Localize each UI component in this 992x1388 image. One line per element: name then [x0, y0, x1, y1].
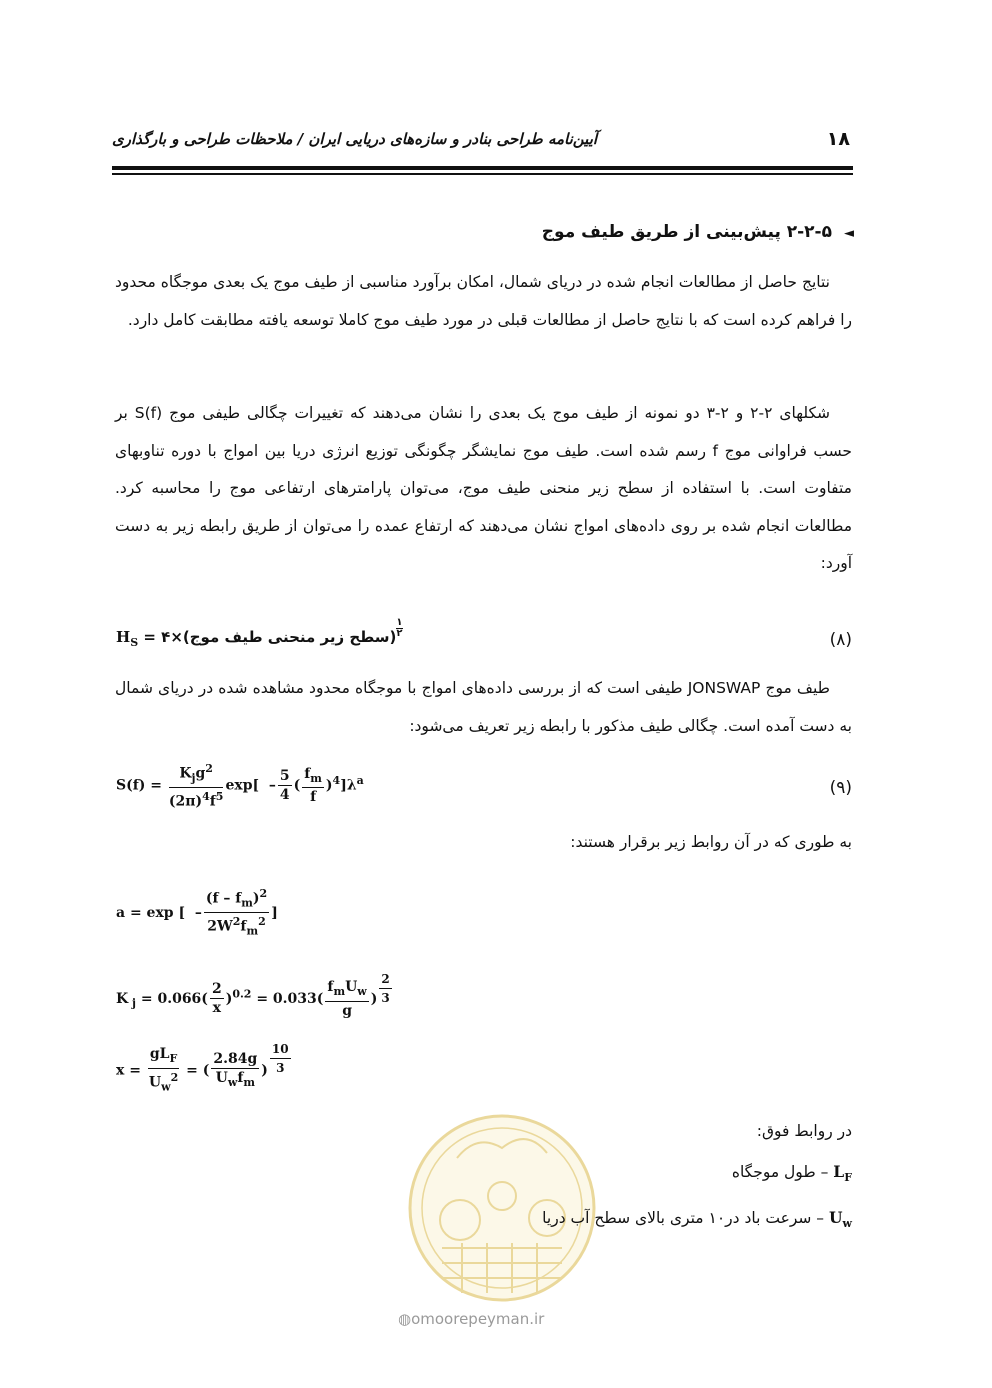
globe-icon: ◍: [398, 1310, 412, 1328]
equation-8-number: (۸): [829, 630, 852, 650]
formula-a: a = exp [ – $\frac{(f - f_m)^2}{2W^2f_m^2}$ ]: [116, 887, 278, 938]
eq8-inner: (سطح زیر منحنی طیف موج): [182, 628, 397, 646]
notation-text: – طول موجگاه: [731, 1163, 829, 1181]
notation-symbol: $U_w$: [828, 1208, 852, 1231]
header-rule-thick: [112, 166, 853, 170]
notation-item-uw: [542, 1208, 852, 1230]
paragraph-1: نتایج حاصل از مطالعات انجام شده در دریای شمال، امکان برآورد مناسبی از طیف موج یک بعدی موجگاه محدود را فراهم کرده است که با نتایج حاصل از مطالعات قبلی در مورد طیف موج کاملا توسعه یافته مطابقت کامل دارد.: [115, 273, 852, 329]
paragraph-3: طیف موج JONSWAP طیفی است که از بررسی داده‌های امواج با موجگاه محدود مشاهده شده در دریای شمال به دست آمده است. چگالی طیف مذکور با رابطه زیر تعریف می‌شود:: [115, 679, 852, 735]
page-number: ۱۸: [826, 128, 850, 150]
notation-text: – سرعت باد در۱۰ متری بالای سطح آب دریا: [542, 1209, 825, 1227]
notation-title: در روابط فوق:: [756, 1122, 852, 1140]
eq8-equals: = ۴×: [143, 628, 183, 646]
equation-8: [116, 617, 403, 649]
eq8-exponent: $\frac{۱}{۲}$: [396, 617, 403, 639]
section-heading-text: ۲-۲-۵ پیش‌بینی از طریق طیف موج: [541, 222, 832, 242]
formula-kj: K $_j$ = 0.066( $\frac{2}{x}$ )$^{0.2}$ = 0.033( $\frac{f_mU_w}{g}$ ) $\frac{2}{3}$: [116, 972, 390, 1019]
watermark-url: ◍omoorepeyman.ir: [398, 1310, 545, 1328]
page-header: [112, 128, 852, 158]
equation-9-number: (۹): [829, 778, 852, 798]
notation-symbol: $L_F$: [833, 1162, 852, 1185]
paragraph-2: شکلهای ۲-۲ و ۲-۳ دو نمونه از طیف موج یک بعدی را نشان می‌دهند که تغییرات چگالی طیفی موج S(f) بر حسب فراوانی موج f رسم شده است. طیف موج نمایشگر چگونگی توزیع انرژی دریا بین امواج با دوره تناوبهای متفاوت است. با استفاده از سطح زیر منحنی طیف موج، می‌توان پارامترهای ارتفاعی موج را محاسبه کرد. مطالعات انجام شده بر روی داده‌های امواج نشان می‌دهند که ارتفاع عمده را می‌توان از طریق رابطه زیر به دست آورد:: [115, 404, 852, 572]
equation-9: S(f) = $\frac{K_jg^2}{(2\pi)^4f^5}$ exp[ – $\frac{5}{4}$ ( $\frac{f_m}{f}$ )$^4]\lambda^a$: [116, 762, 364, 811]
formula-x: x = $\frac{gL_F}{U_w^2}$ = ( $\frac{2.84g}{U_wf_m}$ ) $\frac{10}{3}$: [116, 1042, 289, 1094]
section-heading: [542, 222, 854, 242]
running-title: آیین‌نامه طراحی بنادر و سازه‌های دریایی ایران / ملاحظات طراحی و بارگذاری: [112, 130, 598, 148]
where-text: به طوری که در آن روابط زیر برقرار هستند:: [570, 833, 852, 851]
header-rule-thin: [112, 173, 853, 175]
section-marker-icon: ◄: [844, 226, 854, 241]
notation-item-lf: [732, 1162, 852, 1184]
eq8-lhs: $H_S$: [116, 628, 139, 649]
